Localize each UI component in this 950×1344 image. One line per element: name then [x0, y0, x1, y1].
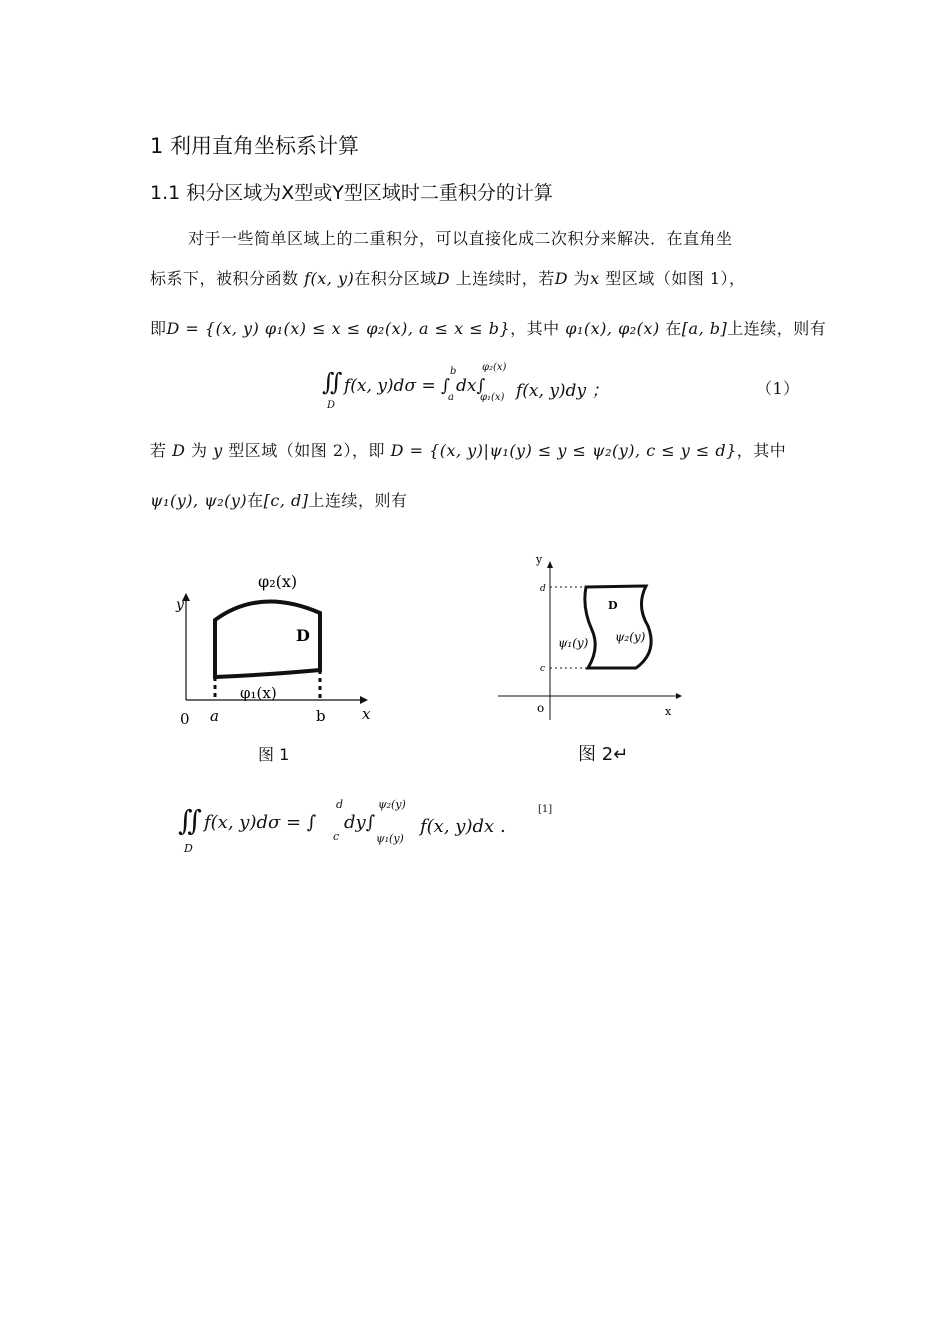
- text-run: 在: [665, 319, 682, 338]
- label-origin: 0: [180, 710, 190, 728]
- formula-1-number: （1）: [756, 379, 800, 398]
- text-run: ，其中: [736, 441, 787, 460]
- text-run: 即: [150, 319, 167, 338]
- formula-2-mid: dy∫: [344, 812, 376, 833]
- citation-ref: [1]: [538, 804, 553, 815]
- text-run: ，其中: [510, 319, 560, 338]
- formula-1: [322, 362, 622, 418]
- label-x-axis: x: [665, 705, 672, 718]
- math-D: D: [172, 441, 186, 460]
- limit-D: D: [327, 400, 336, 411]
- text-run: 上连续，则有: [308, 491, 408, 510]
- formula-2-lhs: f(x, y)dσ = ∫: [204, 812, 317, 833]
- para1-line1: 对于一些简单区域上的二重积分，可以直接化成二次积分来解决．在直角坐: [188, 229, 733, 248]
- text-run: 上连续时，若: [455, 269, 555, 288]
- label-region-D: D: [296, 626, 310, 645]
- formula-1-mid: dx∫: [456, 376, 486, 396]
- figure-1-caption: 图 1: [258, 745, 290, 764]
- para2-line2: [150, 488, 408, 511]
- limit-psi1: ψ₁(y): [376, 832, 404, 845]
- label-psi1: ψ₁(y): [558, 636, 589, 650]
- text-run: 在: [247, 491, 264, 510]
- limit-phi1: φ₁(x): [480, 392, 505, 403]
- formula-2-rhs: f(x, y)dx ．: [420, 816, 518, 837]
- text-run: 型区域（如图 1），: [605, 269, 746, 288]
- y-axis-arrow: [547, 561, 553, 568]
- para1-line3: [150, 316, 826, 339]
- double-integral-sign: ∬: [178, 804, 202, 837]
- formula-1-rhs: f(x, y)dy ；: [516, 381, 609, 401]
- text-run: 若: [150, 441, 167, 460]
- figure-2-diagram: [490, 548, 690, 723]
- limit-d: d: [336, 798, 344, 811]
- label-phi1: φ₁(x): [240, 684, 277, 702]
- label-origin: o: [537, 701, 545, 715]
- label-phi2: φ₂(x): [258, 572, 298, 591]
- para2-line1: [150, 438, 786, 461]
- x-axis-arrow: [360, 696, 368, 704]
- limit-a: a: [448, 392, 454, 403]
- text-run: 在积分区域: [354, 269, 437, 288]
- text-run: 上连续，则有: [727, 319, 827, 338]
- formula-2: [178, 798, 598, 862]
- math-y: y: [213, 441, 223, 460]
- label-psi2: ψ₂(y): [615, 630, 646, 644]
- math-f: f(x, y): [304, 269, 355, 288]
- label-a: a: [210, 707, 219, 725]
- label-b: b: [316, 707, 326, 725]
- text-run: 标系下，被积分函数: [150, 269, 299, 288]
- region-D-boundary: [585, 586, 651, 668]
- label-y-axis: y: [176, 597, 184, 613]
- limit-phi2: φ₂(x): [482, 362, 507, 373]
- formula-1-lhs: f(x, y)dσ = ∫: [344, 376, 450, 396]
- x-axis-arrow: [676, 693, 682, 699]
- label-d: d: [540, 584, 546, 594]
- math-psi-funcs: ψ₁(y), ψ₂(y): [150, 491, 248, 510]
- label-c: c: [540, 664, 546, 674]
- label-x-axis: x: [362, 705, 371, 723]
- limit-D: D: [184, 842, 193, 855]
- limit-c: c: [333, 830, 340, 843]
- figure-2-caption: 图 2↵: [578, 744, 629, 765]
- math-x: x: [590, 269, 600, 288]
- limit-psi2: ψ₂(y): [378, 798, 406, 811]
- subsection-heading: 1.1 积分区域为X型或Y型区域时二重积分的计算: [150, 182, 553, 204]
- math-D: D: [554, 269, 569, 288]
- text-run: 型区域（如图 2），即: [228, 441, 386, 460]
- limit-b: b: [450, 366, 457, 377]
- math-D: D: [436, 269, 451, 288]
- section-heading: 1 利用直角坐标系计算: [150, 134, 360, 158]
- double-integral-sign: ∬: [322, 368, 343, 396]
- math-interval-cd: [c, d]: [263, 491, 309, 510]
- label-y-axis: y: [536, 553, 543, 566]
- text-run: 为: [573, 269, 591, 288]
- math-phi-funcs: φ₁(x), φ₂(x): [565, 319, 660, 338]
- text-run: 为: [191, 441, 208, 460]
- math-set-y-type: D = {(x, y)|ψ₁(y) ≤ y ≤ ψ₂(y), c ≤ y ≤ d}: [390, 441, 737, 460]
- para1-line2: [150, 266, 746, 289]
- math-interval-ab: [a, b]: [681, 319, 728, 338]
- math-set-x-type: D = {(x, y) φ₁(x) ≤ x ≤ φ₂(x), a ≤ x ≤ b}: [166, 319, 511, 338]
- figure-1-diagram: [170, 565, 390, 735]
- label-region-D: D: [608, 599, 618, 612]
